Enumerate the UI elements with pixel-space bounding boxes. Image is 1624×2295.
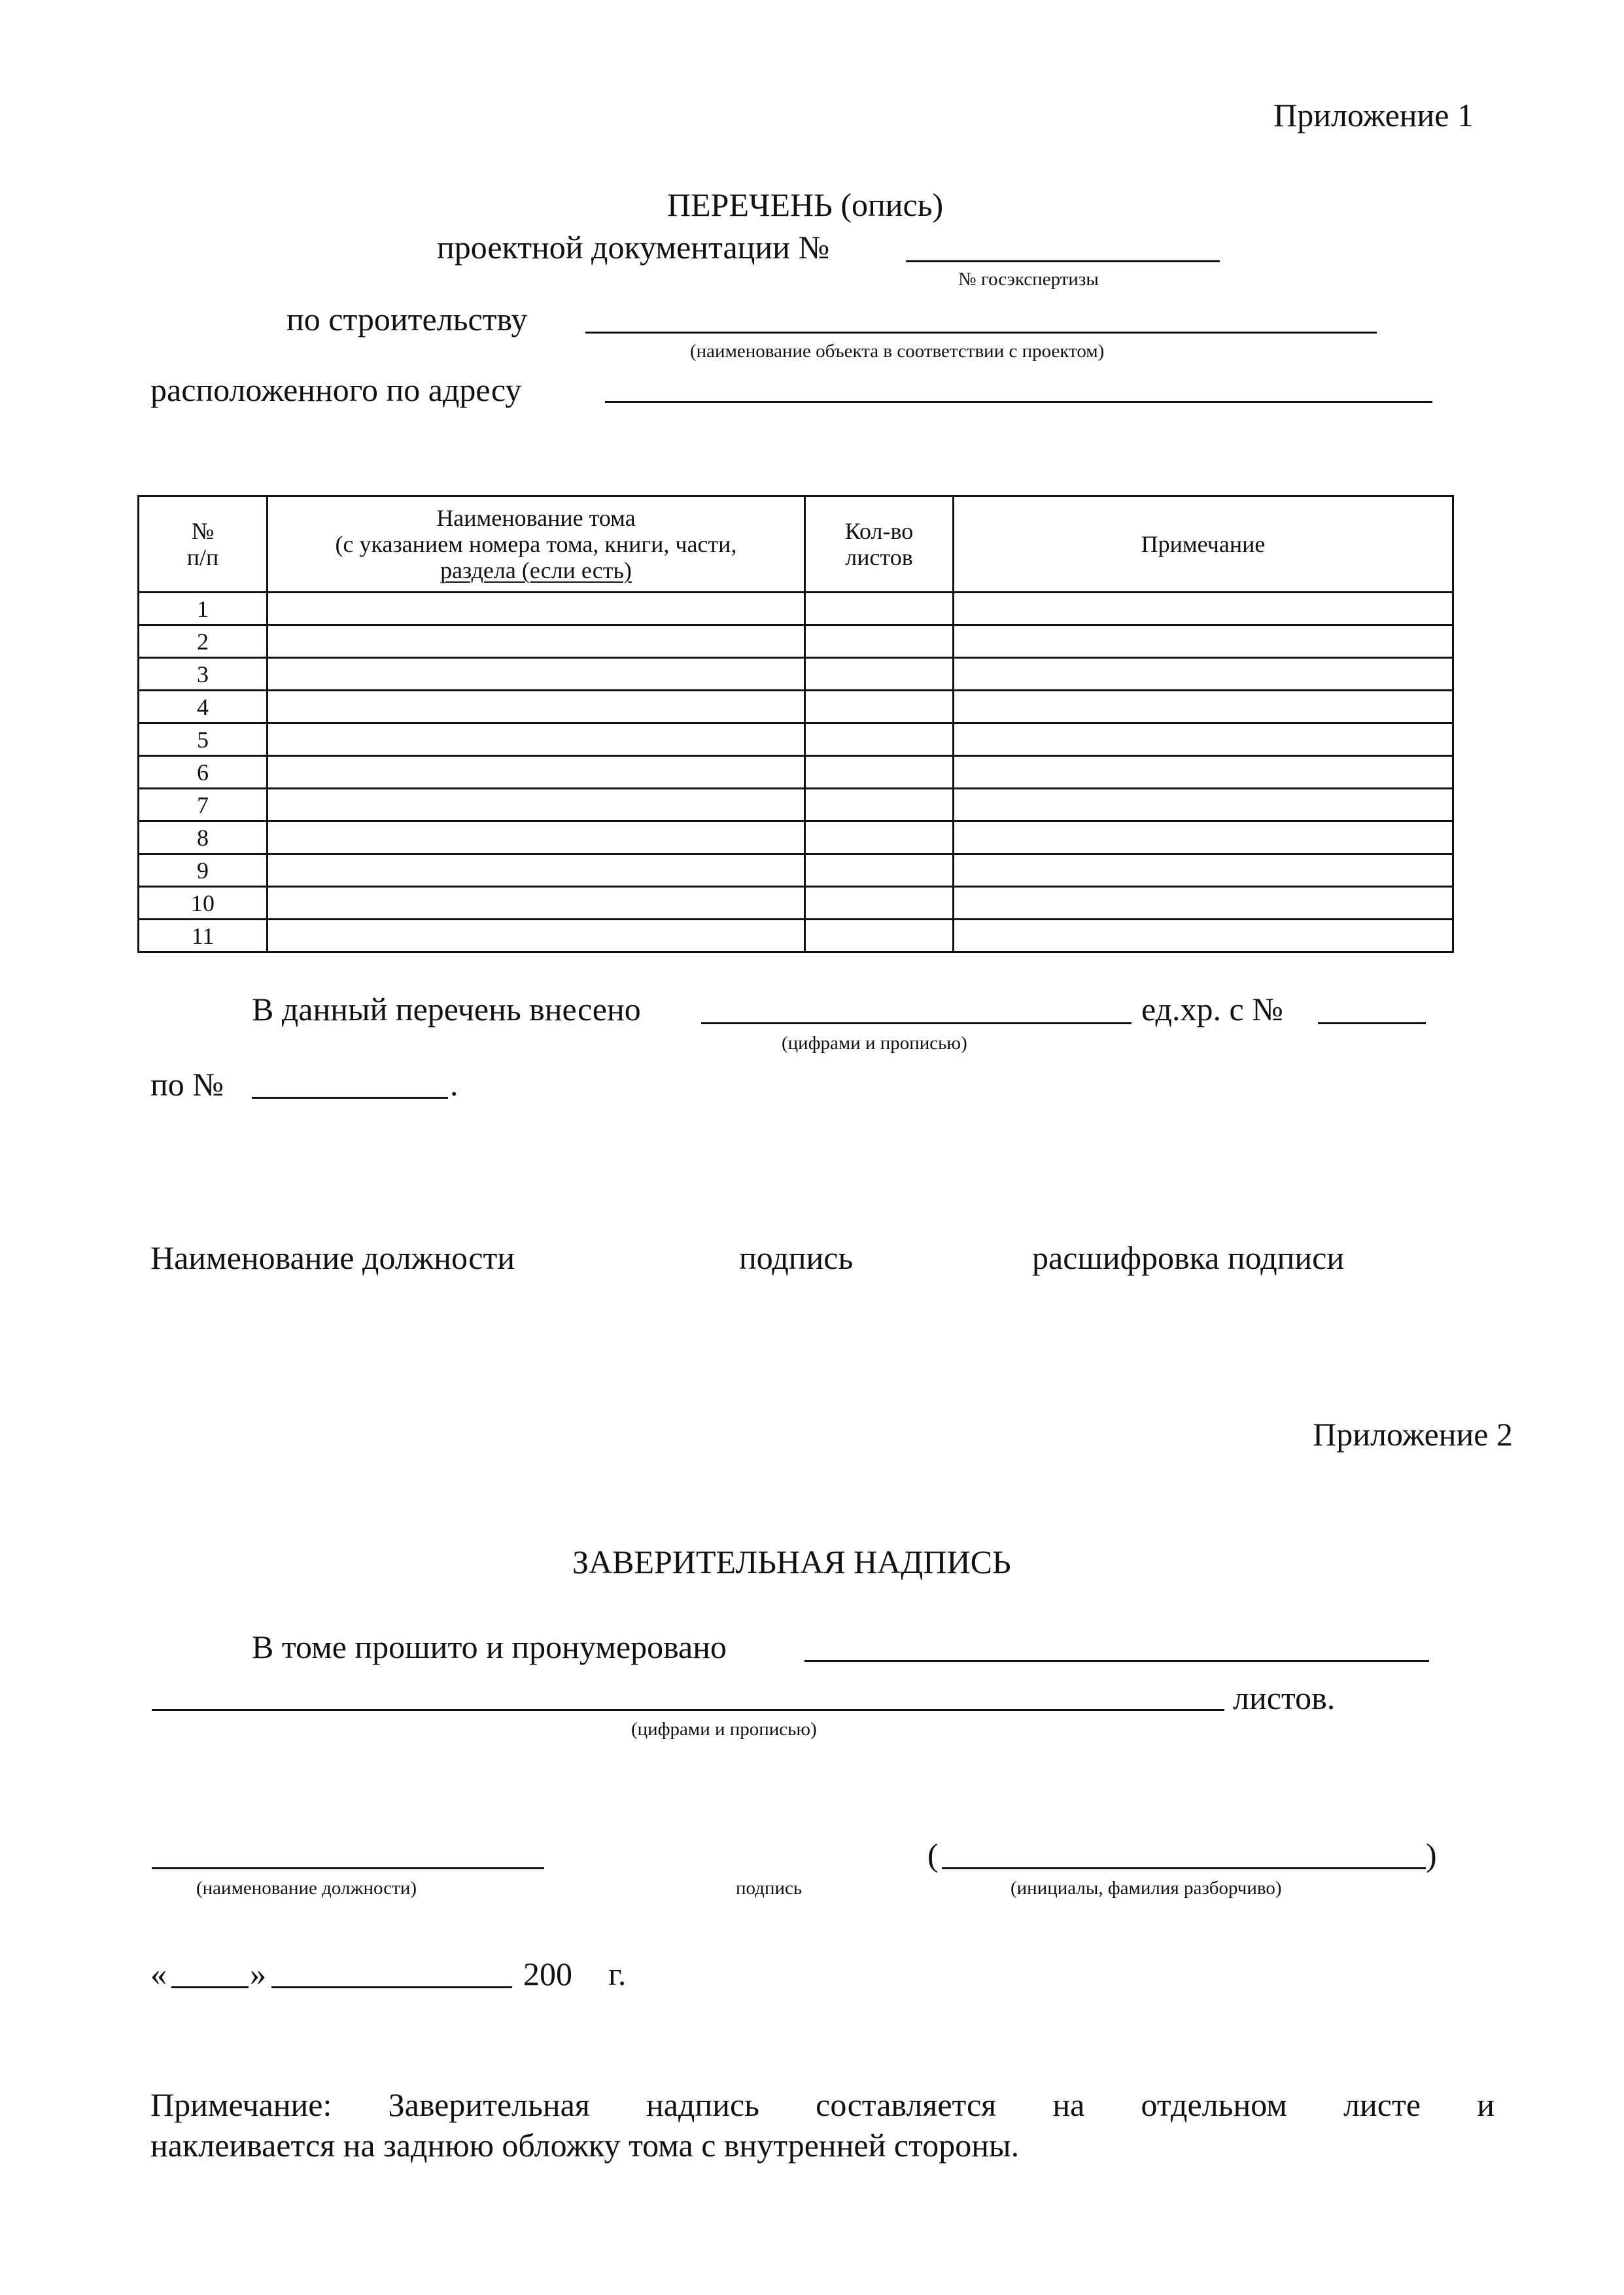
to-number-field[interactable] <box>252 1097 448 1099</box>
table-row <box>139 854 1453 887</box>
sheet-count-cell[interactable] <box>805 691 954 723</box>
initials-close-paren: ) <box>1426 1837 1437 1873</box>
header-volume-name-line3: раздела (если есть) <box>440 557 632 583</box>
note-line-2: наклеивается на заднюю обложку тома с внутренней стороны. <box>150 2127 1020 2164</box>
signature-hint: подпись <box>736 1878 803 1899</box>
signature-row-decoding: расшифровка подписи <box>1032 1239 1345 1276</box>
sheet-count-cell[interactable] <box>805 625 954 658</box>
header-sheet-count: Кол-во листов <box>805 496 954 593</box>
volume-name-cell[interactable] <box>268 920 805 952</box>
row-number-cell: 7 <box>139 789 268 821</box>
table-header-row <box>139 496 1453 593</box>
volume-name-cell[interactable] <box>268 593 805 625</box>
date-day-field[interactable] <box>171 1986 249 1988</box>
address-field[interactable] <box>605 401 1432 403</box>
sheet-count-cell[interactable] <box>805 658 954 691</box>
row-number-cell: 11 <box>139 920 268 952</box>
row-number-cell: 10 <box>139 887 268 920</box>
volume-name-cell[interactable] <box>268 789 805 821</box>
note-cell[interactable] <box>954 625 1453 658</box>
table-row <box>139 789 1453 821</box>
volume-name-cell[interactable] <box>268 854 805 887</box>
sheet-count-cell[interactable] <box>805 887 954 920</box>
row-number-cell: 5 <box>139 723 268 756</box>
note-cell[interactable] <box>954 691 1453 723</box>
initials-field[interactable] <box>942 1867 1426 1869</box>
sheet-count-cell[interactable] <box>805 756 954 789</box>
volume-name-cell[interactable] <box>268 625 805 658</box>
row-number-cell: 2 <box>139 625 268 658</box>
header-volume-name-line2: (с указанием номера тома, книги, части, <box>335 531 737 557</box>
note-cell[interactable] <box>954 920 1453 952</box>
volume-name-cell[interactable] <box>268 723 805 756</box>
stitched-count-field[interactable] <box>804 1660 1429 1662</box>
sheet-count-cell[interactable] <box>805 593 954 625</box>
units-label: ед.хр. с № <box>1141 991 1283 1027</box>
volume-name-cell[interactable] <box>268 756 805 789</box>
entered-count-field[interactable] <box>701 1022 1132 1024</box>
table-row <box>139 821 1453 854</box>
row-number-cell: 6 <box>139 756 268 789</box>
date-month-field[interactable] <box>271 1986 512 1988</box>
row-number-cell: 1 <box>139 593 268 625</box>
initials-open-paren: ( <box>927 1837 939 1873</box>
to-number-label: по № <box>150 1066 224 1103</box>
entered-label: В данный перечень внесено <box>252 991 641 1027</box>
table-row <box>139 920 1453 952</box>
address-label: расположенного по адресу <box>150 371 522 408</box>
sheet-count-cell[interactable] <box>805 854 954 887</box>
date-open-quote: « <box>150 1956 167 1992</box>
to-number-period: . <box>450 1066 458 1103</box>
volume-name-cell[interactable] <box>268 658 805 691</box>
header-volume-name-line1: Наименование тома <box>436 505 636 531</box>
sheet-count-cell[interactable] <box>805 789 954 821</box>
table-row <box>139 887 1453 920</box>
expertise-hint: № госэкспертизы <box>958 269 1099 290</box>
sheets-word: листов. <box>1233 1680 1336 1716</box>
date-year: 200 <box>523 1956 572 1992</box>
table-row <box>139 691 1453 723</box>
inventory-table <box>137 495 1454 953</box>
stitched-label: В томе прошито и пронумеровано <box>252 1629 727 1665</box>
volume-name-cell[interactable] <box>268 887 805 920</box>
position-hint: (наименование должности) <box>196 1878 417 1899</box>
row-number-cell: 8 <box>139 821 268 854</box>
table-row <box>139 658 1453 691</box>
project-docs-label: проектной документации № <box>437 229 830 266</box>
signature-row-position: Наименование должности <box>150 1239 515 1276</box>
note-line-1: Примечание: Заверительная надпись составляется на отдельном листе и <box>150 2086 1494 2123</box>
construction-label: по строительству <box>286 301 528 337</box>
appendix-1-label: Приложение 1 <box>1273 97 1474 133</box>
from-number-field[interactable] <box>1318 1022 1426 1024</box>
note-cell[interactable] <box>954 593 1453 625</box>
volume-name-cell[interactable] <box>268 691 805 723</box>
header-num: № п/п <box>139 496 268 593</box>
certification-title: ЗАВЕРИТЕЛЬНАЯ НАДПИСЬ <box>572 1544 1011 1580</box>
note-cell[interactable] <box>954 854 1453 887</box>
row-number-cell: 9 <box>139 854 268 887</box>
table-row <box>139 625 1453 658</box>
signature-row-signature: подпись <box>739 1239 854 1276</box>
table-row <box>139 593 1453 625</box>
volume-name-cell[interactable] <box>268 821 805 854</box>
inventory-title: ПЕРЕЧЕНЬ (опись) <box>667 186 944 223</box>
header-volume-name <box>268 496 805 593</box>
stitched-digits-hint: (цифрами и прописью) <box>631 1719 817 1740</box>
initials-hint: (инициалы, фамилия разборчиво) <box>1011 1878 1282 1899</box>
table-row <box>139 723 1453 756</box>
object-hint: (наименование объекта в соответствии с проектом) <box>690 341 1105 362</box>
note-cell[interactable] <box>954 887 1453 920</box>
object-name-field[interactable] <box>585 332 1377 334</box>
note-cell[interactable] <box>954 658 1453 691</box>
expertise-number-field[interactable] <box>906 260 1220 262</box>
note-cell[interactable] <box>954 756 1453 789</box>
note-cell[interactable] <box>954 789 1453 821</box>
row-number-cell: 4 <box>139 691 268 723</box>
entered-digits-hint: (цифрами и прописью) <box>782 1033 967 1054</box>
note-cell[interactable] <box>954 723 1453 756</box>
date-close-quote: » <box>250 1956 266 1992</box>
header-note: Примечание <box>954 496 1453 593</box>
table-row <box>139 756 1453 789</box>
sheet-count-cell[interactable] <box>805 920 954 952</box>
position-field[interactable] <box>152 1867 544 1869</box>
note-cell[interactable] <box>954 821 1453 854</box>
sheet-count-cell[interactable] <box>805 821 954 854</box>
appendix-2-label: Приложение 2 <box>1313 1416 1513 1453</box>
row-number-cell: 3 <box>139 658 268 691</box>
date-year-suffix: г. <box>608 1956 627 1992</box>
sheet-count-cell[interactable] <box>805 723 954 756</box>
stitched-count-words-field[interactable] <box>152 1709 1224 1711</box>
